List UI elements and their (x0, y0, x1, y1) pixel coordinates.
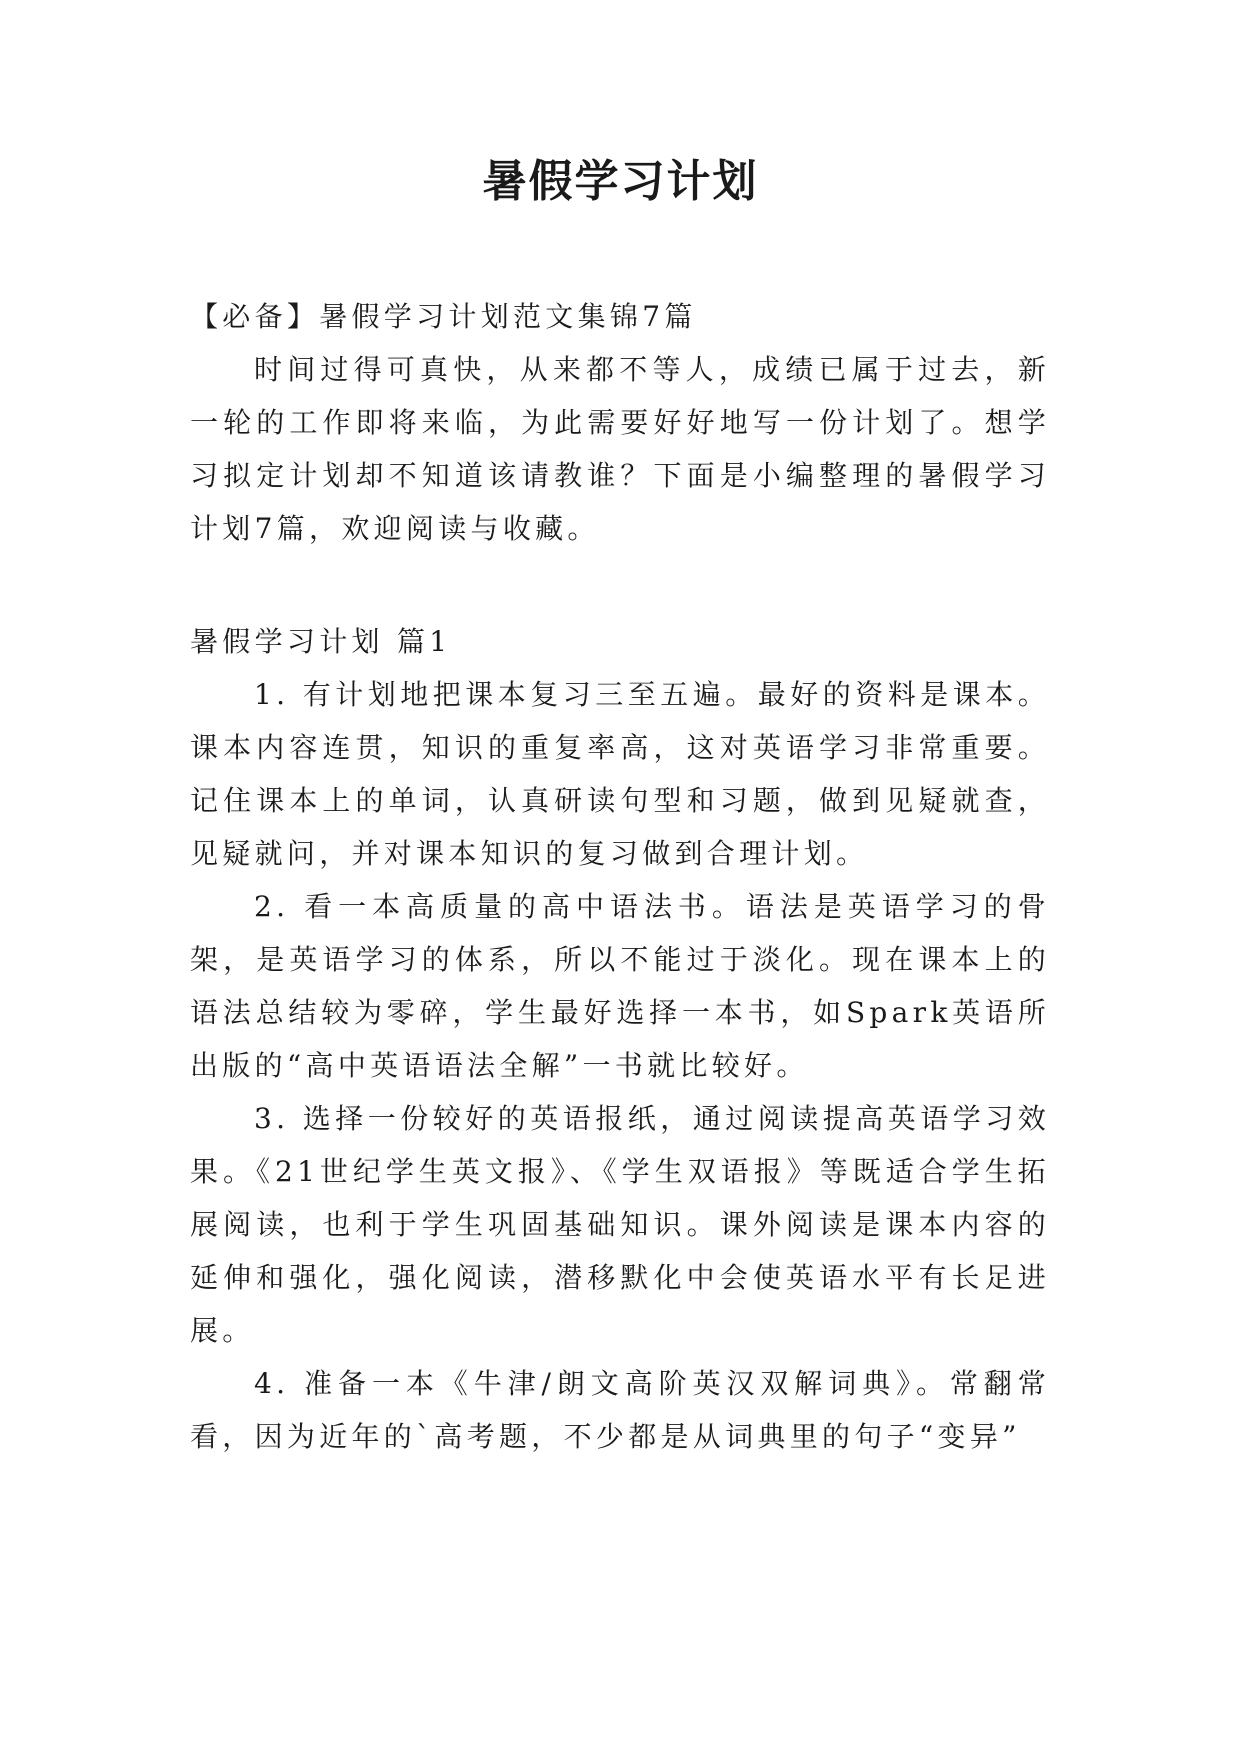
spacer (190, 555, 1050, 615)
body-paragraph-3: 3. 选择一份较好的英语报纸，通过阅读提高英语学习效果。《21世纪学生英文报》、《学生双语报》等既适合学生拓展阅读，也利于学生巩固基础知识。课外阅读是课本内容的延伸和强化，强化阅读，潜移默化中会使英语水平有长足进展。 (190, 1102, 1050, 1347)
body-paragraph-2: 2. 看一本高质量的高中语法书。语法是英语学习的骨架，是英语学习的体系，所以不能过于淡化。现在课本上的语法总结较为零碎，学生最好选择一本书，如Spark英语所出版的“高中英语语法全解”一书就比较好。 (190, 890, 1050, 1082)
body-paragraph-4: 4. 准备一本《牛津/朗文高阶英汉双解词典》。常翻常看，因为近年的`高考题，不少都是从词典里的句子“变异” (190, 1367, 1050, 1453)
document-body (190, 290, 1050, 1463)
intro-paragraph: 时间过得可真快，从来都不等人，成绩已属于过去，新一轮的工作即将来临，为此需要好好地写一份计划了。想学习拟定计划却不知道该请教谁？下面是小编整理的暑假学习计划7篇，欢迎阅读与收藏。 (190, 353, 1050, 545)
document-subtitle: 【必备】暑假学习计划范文集锦7篇 (190, 300, 697, 333)
document-title: 暑假学习计划 (482, 156, 759, 207)
body-paragraph-1: 1. 有计划地把课本复习三至五遍。最好的资料是课本。课本内容连贯，知识的重复率高，这对英语学习非常重要。记住课本上的单词，认真研读句型和习题，做到见疑就查，见疑就问，并对课本知识的复习做到合理计划。 (190, 678, 1050, 870)
section-title: 暑假学习计划 篇1 (190, 625, 452, 658)
